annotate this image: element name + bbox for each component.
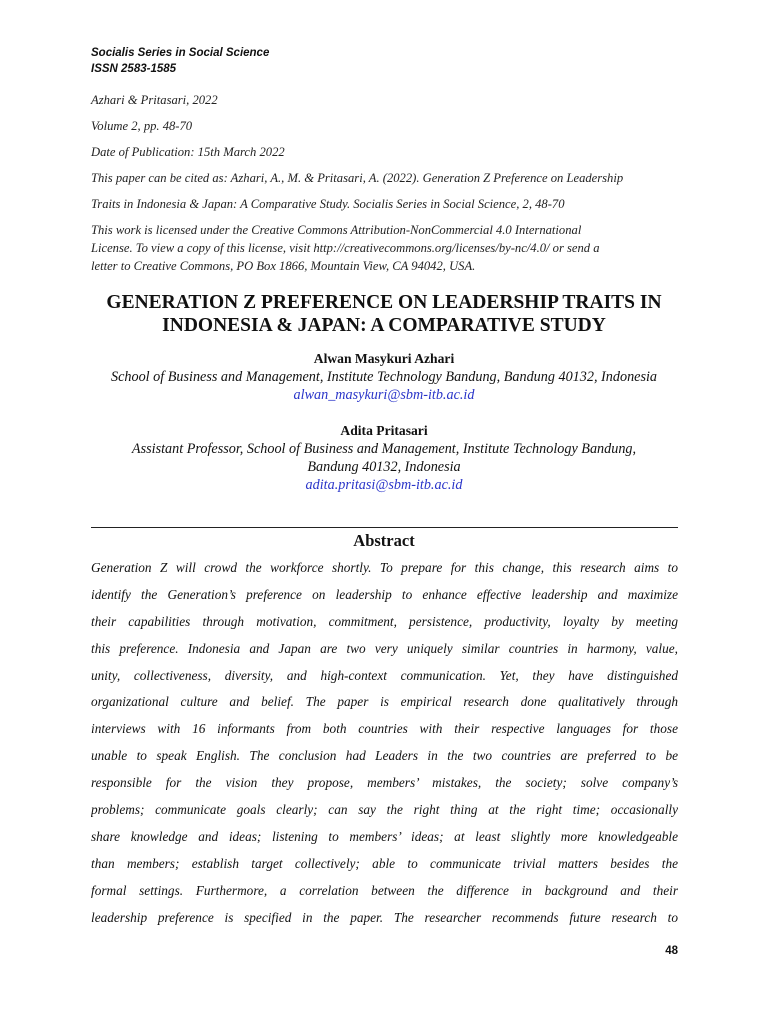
authors-year: Azhari & Pritasari, 2022	[91, 93, 218, 107]
abstract-line: organizational culture and belief. The paper is empirical research done qualitatively through	[91, 694, 678, 710]
abstract-line: formal settings. Furthermore, a correlation between the difference in background and their	[91, 882, 678, 898]
abstract-heading: Abstract	[353, 531, 415, 550]
section-divider	[91, 527, 678, 528]
abstract-line: interviews with 16 informants from both countries with their respective languages for those	[91, 721, 678, 737]
journal-header	[91, 46, 269, 77]
abstract-line: unable to speak English. The conclusion had Leaders in the two countries are preferred to be	[91, 748, 678, 764]
author-name: Adita Pritasari	[340, 423, 428, 438]
publication-date: Date of Publication: 15th March 2022	[91, 145, 285, 159]
abstract-line: problems; communicate goals clearly; can say the right thing at the right time; occasionally	[91, 802, 678, 818]
license-line: letter to Creative Commons, PO Box 1866, Mountain View, CA 94042, USA.	[91, 259, 476, 273]
abstract-line: unity, collectiveness, diversity, and high-context communication. Yet, they have distinguished	[91, 667, 678, 683]
citation-line: Traits in Indonesia & Japan: A Comparative Study. Socialis Series in Social Science, 2, 48-70	[91, 197, 565, 211]
page-number: 48	[665, 945, 678, 957]
abstract-line: identify the Generation’s preference on leadership to enhance effective leadership and maximize	[91, 586, 678, 602]
author-name: Alwan Masykuri Azhari	[313, 351, 455, 366]
paper-title	[60, 291, 708, 337]
paper-title-line: INDONESIA & JAPAN: A COMPARATIVE STUDY	[162, 315, 606, 336]
author-block	[40, 350, 728, 404]
abstract-body	[91, 559, 678, 935]
abstract-line: responsible for the vision they propose, members’ mistakes, the society; solve company’s	[91, 775, 678, 791]
journal-issn: ISSN 2583-1585	[91, 62, 177, 75]
author-affiliation: Assistant Professor, School of Business and Management, Institute Technology Bandung,	[131, 441, 637, 457]
abstract-line: Generation Z will crowd the workforce shortly. To prepare for this change, this research aims to	[91, 560, 678, 575]
author-email-link[interactable]: alwan_masykuri@sbm-itb.ac.id	[293, 387, 475, 403]
license-line: This work is licensed under the Creative Commons Attribution-NonCommercial 4.0 International	[91, 223, 582, 237]
citation-line: This paper can be cited as: Azhari, A., M. & Pritasari, A. (2022). Generation Z Preference on Leadership	[91, 171, 624, 185]
abstract-line: this preference. Indonesia and Japan are two very uniquely similar countries in harmony, value,	[91, 640, 678, 656]
author-block	[40, 422, 728, 494]
author-email-link[interactable]: adita.pritasi@sbm-itb.ac.id	[305, 477, 463, 493]
journal-name: Socialis Series in Social Science	[91, 47, 270, 59]
abstract-line: leadership preference is specified in the paper. The researcher recommends future research to	[91, 909, 678, 925]
abstract-line: their capabilities through motivation, commitment, persistence, productivity, loyalty by meeting	[91, 613, 678, 629]
author-affiliation: Bandung 40132, Indonesia	[307, 459, 461, 475]
license-line: License. To view a copy of this license, visit http://creativecommons.org/licenses/by-nc/4.0/ or send a	[91, 241, 600, 255]
paper-title-line: GENERATION Z PREFERENCE ON LEADERSHIP TRAITS IN	[106, 292, 662, 313]
abstract-line: share knowledge and ideas; listening to members’ ideas; at least slightly more knowledgeable	[91, 828, 678, 844]
author-affiliation: School of Business and Management, Institute Technology Bandung, Bandung 40132, Indonesia	[110, 369, 658, 385]
abstract-line: than members; establish target collectively; able to communicate trivial matters besides the	[91, 855, 678, 871]
volume-pages: Volume 2, pp. 48-70	[91, 119, 193, 133]
